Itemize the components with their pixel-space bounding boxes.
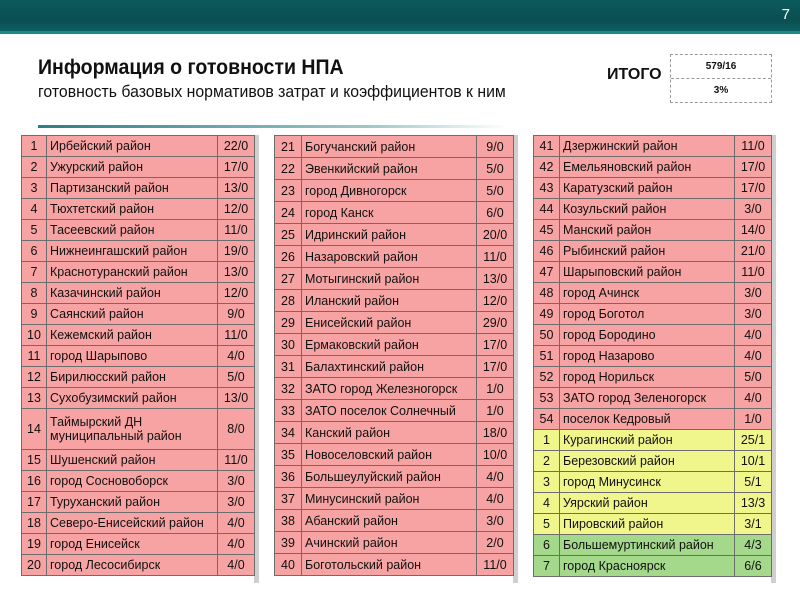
district-name: Шарыповский район bbox=[560, 262, 735, 283]
row-number: 32 bbox=[275, 378, 302, 400]
district-name: Боготольский район bbox=[302, 554, 477, 576]
row-number: 34 bbox=[275, 422, 302, 444]
table-row bbox=[534, 556, 772, 577]
row-number: 16 bbox=[22, 471, 47, 492]
readiness-value: 4/0 bbox=[218, 346, 255, 367]
row-number: 4 bbox=[22, 199, 47, 220]
row-number: 19 bbox=[22, 534, 47, 555]
district-name: город Лесосибирск bbox=[47, 555, 218, 576]
district-name: Минусинский район bbox=[302, 488, 477, 510]
table-row bbox=[22, 220, 255, 241]
readiness-value: 5/0 bbox=[477, 180, 514, 202]
readiness-value: 5/0 bbox=[477, 158, 514, 180]
table-row bbox=[534, 178, 772, 199]
readiness-value: 4/0 bbox=[218, 534, 255, 555]
row-number: 45 bbox=[534, 220, 560, 241]
row-number: 13 bbox=[22, 388, 47, 409]
district-name: Партизанский район bbox=[47, 178, 218, 199]
readiness-value: 13/3 bbox=[735, 493, 772, 514]
district-name: Нижнеингашский район bbox=[47, 241, 218, 262]
table-row bbox=[275, 180, 514, 202]
readiness-value: 6/0 bbox=[477, 202, 514, 224]
readiness-value: 13/0 bbox=[218, 388, 255, 409]
readiness-value: 12/0 bbox=[218, 199, 255, 220]
readiness-value: 17/0 bbox=[477, 334, 514, 356]
table-row bbox=[534, 325, 772, 346]
table-row bbox=[534, 451, 772, 472]
row-number: 37 bbox=[275, 488, 302, 510]
district-name: Курагинский район bbox=[560, 430, 735, 451]
readiness-value: 4/0 bbox=[218, 513, 255, 534]
row-number: 21 bbox=[275, 136, 302, 158]
readiness-value: 13/0 bbox=[477, 268, 514, 290]
row-number: 38 bbox=[275, 510, 302, 532]
readiness-value: 13/0 bbox=[218, 178, 255, 199]
district-name: город Бородино bbox=[560, 325, 735, 346]
district-name: Ужурский район bbox=[47, 157, 218, 178]
district-name: город Ачинск bbox=[560, 283, 735, 304]
district-name: Абанский район bbox=[302, 510, 477, 532]
district-name: Ирбейский район bbox=[47, 136, 218, 157]
row-number: 3 bbox=[22, 178, 47, 199]
district-name: Эвенкийский район bbox=[302, 158, 477, 180]
table-row bbox=[534, 514, 772, 535]
readiness-value: 12/0 bbox=[218, 283, 255, 304]
district-name: Новоселовский район bbox=[302, 444, 477, 466]
district-name: Казачинский район bbox=[47, 283, 218, 304]
table-row bbox=[22, 555, 255, 576]
itogo-value-percent: 3% bbox=[713, 85, 729, 96]
readiness-value: 2/0 bbox=[477, 532, 514, 554]
itogo-label: ИТОГО bbox=[607, 66, 662, 83]
table-row bbox=[534, 388, 772, 409]
readiness-value: 18/0 bbox=[477, 422, 514, 444]
district-name: Тасеевский район bbox=[47, 220, 218, 241]
district-name: Шушенский район bbox=[47, 450, 218, 471]
table-row bbox=[22, 178, 255, 199]
row-number: 12 bbox=[22, 367, 47, 388]
district-name: город Минусинск bbox=[560, 472, 735, 493]
district-name: город Сосновоборск bbox=[47, 471, 218, 492]
readiness-value: 4/0 bbox=[735, 388, 772, 409]
row-number: 46 bbox=[534, 241, 560, 262]
row-number: 15 bbox=[22, 450, 47, 471]
row-number: 39 bbox=[275, 532, 302, 554]
table-row bbox=[275, 312, 514, 334]
top-bar-stripe bbox=[0, 31, 800, 34]
readiness-value: 13/0 bbox=[218, 262, 255, 283]
row-number: 49 bbox=[534, 304, 560, 325]
table-row bbox=[22, 388, 255, 409]
district-name: Каратузский район bbox=[560, 178, 735, 199]
table-row bbox=[534, 493, 772, 514]
row-number: 22 bbox=[275, 158, 302, 180]
table-row bbox=[22, 262, 255, 283]
readiness-value: 6/6 bbox=[735, 556, 772, 577]
table-row bbox=[534, 430, 772, 451]
row-number: 27 bbox=[275, 268, 302, 290]
readiness-value: 5/1 bbox=[735, 472, 772, 493]
district-name: Иланский район bbox=[302, 290, 477, 312]
district-name: Мотыгинский район bbox=[302, 268, 477, 290]
readiness-value: 5/0 bbox=[735, 367, 772, 388]
district-name: Таймырский ДН муниципальный район bbox=[47, 409, 218, 450]
row-number: 2 bbox=[534, 451, 560, 472]
page-title: Информация о готовности НПА bbox=[38, 56, 344, 79]
readiness-value: 25/1 bbox=[735, 430, 772, 451]
district-name: Дзержинский район bbox=[560, 136, 735, 157]
row-number: 36 bbox=[275, 466, 302, 488]
readiness-value: 3/0 bbox=[218, 492, 255, 513]
table-row bbox=[22, 283, 255, 304]
row-number: 53 bbox=[534, 388, 560, 409]
row-number: 14 bbox=[22, 409, 47, 450]
table-row bbox=[275, 290, 514, 312]
district-name: Балахтинский район bbox=[302, 356, 477, 378]
table-row bbox=[22, 534, 255, 555]
table-row bbox=[22, 346, 255, 367]
readiness-value: 3/1 bbox=[735, 514, 772, 535]
district-name: Большеулуйский район bbox=[302, 466, 477, 488]
district-name: Ермаковский район bbox=[302, 334, 477, 356]
readiness-value: 4/0 bbox=[735, 325, 772, 346]
row-number: 6 bbox=[534, 535, 560, 556]
row-number: 4 bbox=[534, 493, 560, 514]
district-name: Енисейский район bbox=[302, 312, 477, 334]
districts-table-1 bbox=[21, 135, 255, 576]
districts-table-3 bbox=[533, 135, 772, 577]
readiness-value: 1/0 bbox=[735, 409, 772, 430]
table-row bbox=[22, 199, 255, 220]
district-name: Пировский район bbox=[560, 514, 735, 535]
row-number: 47 bbox=[534, 262, 560, 283]
readiness-value: 3/0 bbox=[735, 283, 772, 304]
readiness-value: 8/0 bbox=[218, 409, 255, 450]
table-row bbox=[275, 202, 514, 224]
district-name: город Боготол bbox=[560, 304, 735, 325]
readiness-value: 4/0 bbox=[477, 466, 514, 488]
row-number: 52 bbox=[534, 367, 560, 388]
district-name: Туруханский район bbox=[47, 492, 218, 513]
readiness-value: 21/0 bbox=[735, 241, 772, 262]
table-row bbox=[22, 513, 255, 534]
table-row bbox=[534, 262, 772, 283]
table-row bbox=[275, 334, 514, 356]
row-number: 20 bbox=[22, 555, 47, 576]
table-row bbox=[275, 422, 514, 444]
readiness-value: 3/0 bbox=[477, 510, 514, 532]
table-row bbox=[275, 488, 514, 510]
row-number: 7 bbox=[22, 262, 47, 283]
table-row bbox=[22, 409, 255, 450]
row-number: 28 bbox=[275, 290, 302, 312]
table-row bbox=[534, 157, 772, 178]
row-number: 31 bbox=[275, 356, 302, 378]
readiness-value: 1/0 bbox=[477, 400, 514, 422]
readiness-value: 1/0 bbox=[477, 378, 514, 400]
row-number: 23 bbox=[275, 180, 302, 202]
row-number: 17 bbox=[22, 492, 47, 513]
table-row bbox=[22, 136, 255, 157]
district-name: Большемуртинский район bbox=[560, 535, 735, 556]
table-row bbox=[534, 409, 772, 430]
district-name: ЗАТО город Железногорск bbox=[302, 378, 477, 400]
row-number: 5 bbox=[22, 220, 47, 241]
table-row bbox=[534, 136, 772, 157]
row-number: 26 bbox=[275, 246, 302, 268]
row-number: 43 bbox=[534, 178, 560, 199]
readiness-value: 4/0 bbox=[218, 555, 255, 576]
district-name: Березовский район bbox=[560, 451, 735, 472]
readiness-value: 17/0 bbox=[735, 157, 772, 178]
slide-number: 7 bbox=[781, 6, 790, 23]
table-row bbox=[534, 346, 772, 367]
district-name: Уярский район bbox=[560, 493, 735, 514]
row-number: 33 bbox=[275, 400, 302, 422]
table-row bbox=[22, 450, 255, 471]
readiness-value: 3/0 bbox=[735, 199, 772, 220]
district-name: Ачинский район bbox=[302, 532, 477, 554]
row-number: 25 bbox=[275, 224, 302, 246]
row-number: 35 bbox=[275, 444, 302, 466]
table-row bbox=[534, 535, 772, 556]
district-name: Манский район bbox=[560, 220, 735, 241]
table-row bbox=[534, 304, 772, 325]
readiness-value: 12/0 bbox=[477, 290, 514, 312]
district-name: Кежемский район bbox=[47, 325, 218, 346]
row-number: 18 bbox=[22, 513, 47, 534]
row-number: 50 bbox=[534, 325, 560, 346]
table-row bbox=[275, 532, 514, 554]
readiness-value: 11/0 bbox=[735, 136, 772, 157]
row-number: 2 bbox=[22, 157, 47, 178]
district-name: Козульский район bbox=[560, 199, 735, 220]
readiness-value: 9/0 bbox=[477, 136, 514, 158]
readiness-value: 11/0 bbox=[218, 450, 255, 471]
district-name: Саянский район bbox=[47, 304, 218, 325]
readiness-value: 11/0 bbox=[218, 220, 255, 241]
row-number: 40 bbox=[275, 554, 302, 576]
table-row bbox=[275, 378, 514, 400]
table-row bbox=[22, 304, 255, 325]
table-row bbox=[275, 268, 514, 290]
district-name: Тюхтетский район bbox=[47, 199, 218, 220]
row-number: 5 bbox=[534, 514, 560, 535]
district-name: ЗАТО поселок Солнечный bbox=[302, 400, 477, 422]
district-name: Рыбинский район bbox=[560, 241, 735, 262]
district-name: город Норильск bbox=[560, 367, 735, 388]
readiness-value: 4/3 bbox=[735, 535, 772, 556]
table-row bbox=[534, 283, 772, 304]
district-name: город Дивногорск bbox=[302, 180, 477, 202]
table-row bbox=[275, 400, 514, 422]
page-subtitle: готовность базовых нормативов затрат и коэффициентов к ним bbox=[38, 82, 506, 101]
table-row bbox=[22, 367, 255, 388]
table-row bbox=[22, 471, 255, 492]
row-number: 44 bbox=[534, 199, 560, 220]
row-number: 7 bbox=[534, 556, 560, 577]
district-name: Канский район bbox=[302, 422, 477, 444]
readiness-value: 11/0 bbox=[735, 262, 772, 283]
row-number: 48 bbox=[534, 283, 560, 304]
district-name: Сухобузимский район bbox=[47, 388, 218, 409]
table-row bbox=[275, 158, 514, 180]
row-number: 9 bbox=[22, 304, 47, 325]
table-row bbox=[275, 554, 514, 576]
readiness-value: 17/0 bbox=[735, 178, 772, 199]
row-number: 51 bbox=[534, 346, 560, 367]
row-number: 1 bbox=[534, 430, 560, 451]
readiness-value: 10/0 bbox=[477, 444, 514, 466]
row-number: 6 bbox=[22, 241, 47, 262]
table-row bbox=[275, 224, 514, 246]
row-number: 11 bbox=[22, 346, 47, 367]
readiness-value: 4/0 bbox=[477, 488, 514, 510]
table-row bbox=[275, 444, 514, 466]
district-name: город Назарово bbox=[560, 346, 735, 367]
title-underline bbox=[38, 125, 508, 128]
readiness-value: 3/0 bbox=[735, 304, 772, 325]
table-row bbox=[534, 472, 772, 493]
table-row bbox=[275, 510, 514, 532]
row-number: 3 bbox=[534, 472, 560, 493]
readiness-value: 10/1 bbox=[735, 451, 772, 472]
district-name: Краснотуранский район bbox=[47, 262, 218, 283]
row-number: 24 bbox=[275, 202, 302, 224]
row-number: 30 bbox=[275, 334, 302, 356]
district-name: Идринский район bbox=[302, 224, 477, 246]
district-name: Богучанский район bbox=[302, 136, 477, 158]
table-row bbox=[22, 492, 255, 513]
table-row bbox=[534, 241, 772, 262]
table-row bbox=[275, 356, 514, 378]
district-name: Бирилюсский район bbox=[47, 367, 218, 388]
row-number: 1 bbox=[22, 136, 47, 157]
district-name: город Енисейск bbox=[47, 534, 218, 555]
readiness-value: 19/0 bbox=[218, 241, 255, 262]
readiness-value: 17/0 bbox=[477, 356, 514, 378]
table-row bbox=[22, 157, 255, 178]
readiness-value: 17/0 bbox=[218, 157, 255, 178]
readiness-value: 29/0 bbox=[477, 312, 514, 334]
district-name: город Канск bbox=[302, 202, 477, 224]
table-row bbox=[22, 325, 255, 346]
district-name: город Шарыпово bbox=[47, 346, 218, 367]
district-name: Назаровский район bbox=[302, 246, 477, 268]
readiness-value: 5/0 bbox=[218, 367, 255, 388]
readiness-value: 4/0 bbox=[735, 346, 772, 367]
readiness-value: 20/0 bbox=[477, 224, 514, 246]
districts-table-2 bbox=[274, 135, 514, 576]
district-name: ЗАТО город Зеленогорск bbox=[560, 388, 735, 409]
district-name: город Красноярск bbox=[560, 556, 735, 577]
top-bar bbox=[0, 0, 800, 34]
readiness-value: 11/0 bbox=[477, 554, 514, 576]
table-row bbox=[22, 241, 255, 262]
district-name: Емельяновский район bbox=[560, 157, 735, 178]
row-number: 8 bbox=[22, 283, 47, 304]
row-number: 41 bbox=[534, 136, 560, 157]
readiness-value: 22/0 bbox=[218, 136, 255, 157]
table-row bbox=[534, 220, 772, 241]
readiness-value: 9/0 bbox=[218, 304, 255, 325]
table-row bbox=[275, 136, 514, 158]
table-row bbox=[534, 199, 772, 220]
itogo-value-total: 579/16 bbox=[671, 55, 771, 79]
readiness-value: 11/0 bbox=[218, 325, 255, 346]
row-number: 54 bbox=[534, 409, 560, 430]
row-number: 29 bbox=[275, 312, 302, 334]
itogo-box bbox=[670, 54, 772, 103]
readiness-value: 14/0 bbox=[735, 220, 772, 241]
readiness-value: 3/0 bbox=[218, 471, 255, 492]
table-row bbox=[275, 246, 514, 268]
row-number: 10 bbox=[22, 325, 47, 346]
table-row bbox=[534, 367, 772, 388]
district-name: поселок Кедровый bbox=[560, 409, 735, 430]
table-row bbox=[275, 466, 514, 488]
row-number: 42 bbox=[534, 157, 560, 178]
district-name: Северо-Енисейский район bbox=[47, 513, 218, 534]
readiness-value: 11/0 bbox=[477, 246, 514, 268]
